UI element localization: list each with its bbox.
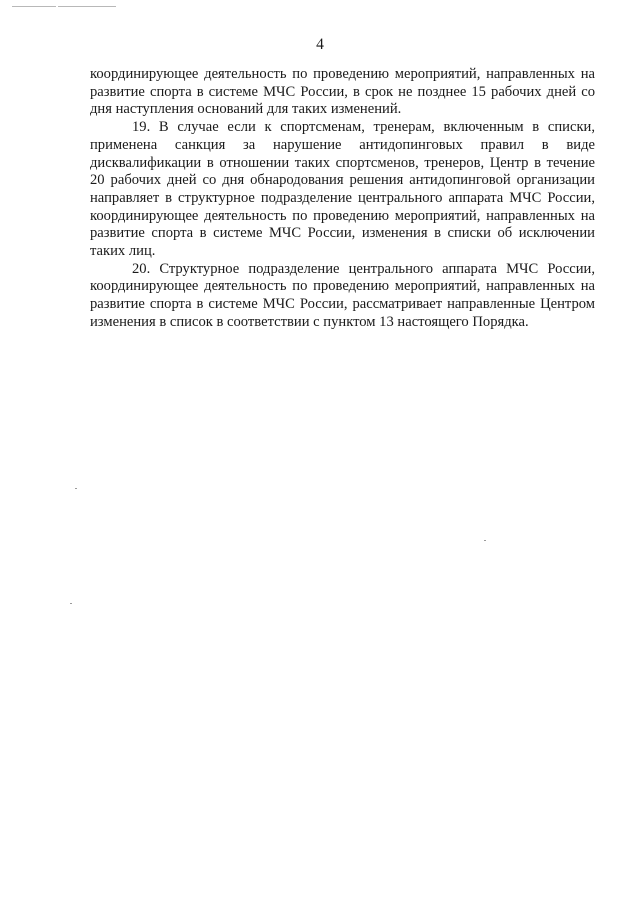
paragraph-item-19: 19. В случае если к спортсменам, тренерам, включенным в списки, применена санкция за нарушение антидопинговых правил в виде дисквалификации в отношении таких спортсменов, тренеров, Центр в течение 20 рабочих дней со дня обнародования решения антидопинговой организации направляет в структурное подразделение центрального аппарата МЧС России, координирующее деятельность по проведению мероприятий, направленных на развитие спорта в системе МЧС России, изменения в списки об исключении таких лиц. (90, 119, 595, 260)
scan-speck (70, 603, 72, 604)
paragraph-item-20: 20. Структурное подразделение центрального аппарата МЧС России, координирующее деятельность по проведению мероприятий, направленных на развитие спорта в системе МЧС России, рассматривает направленные Центром изменения в список в соответствии с пунктом 13 настоящего Порядка. (90, 260, 595, 330)
scan-speck (484, 540, 486, 541)
document-body (90, 66, 595, 332)
page-number: 4 (316, 36, 324, 53)
scan-edge-line (58, 6, 116, 7)
paragraph-continuation: координирующее деятельность по проведению мероприятий, направленных на развитие спорта в системе МЧС России, в срок не позднее 15 рабочих дней со дня наступления оснований для таких изменений. (90, 66, 595, 118)
scan-edge-line (12, 6, 56, 7)
scan-speck (75, 488, 77, 489)
